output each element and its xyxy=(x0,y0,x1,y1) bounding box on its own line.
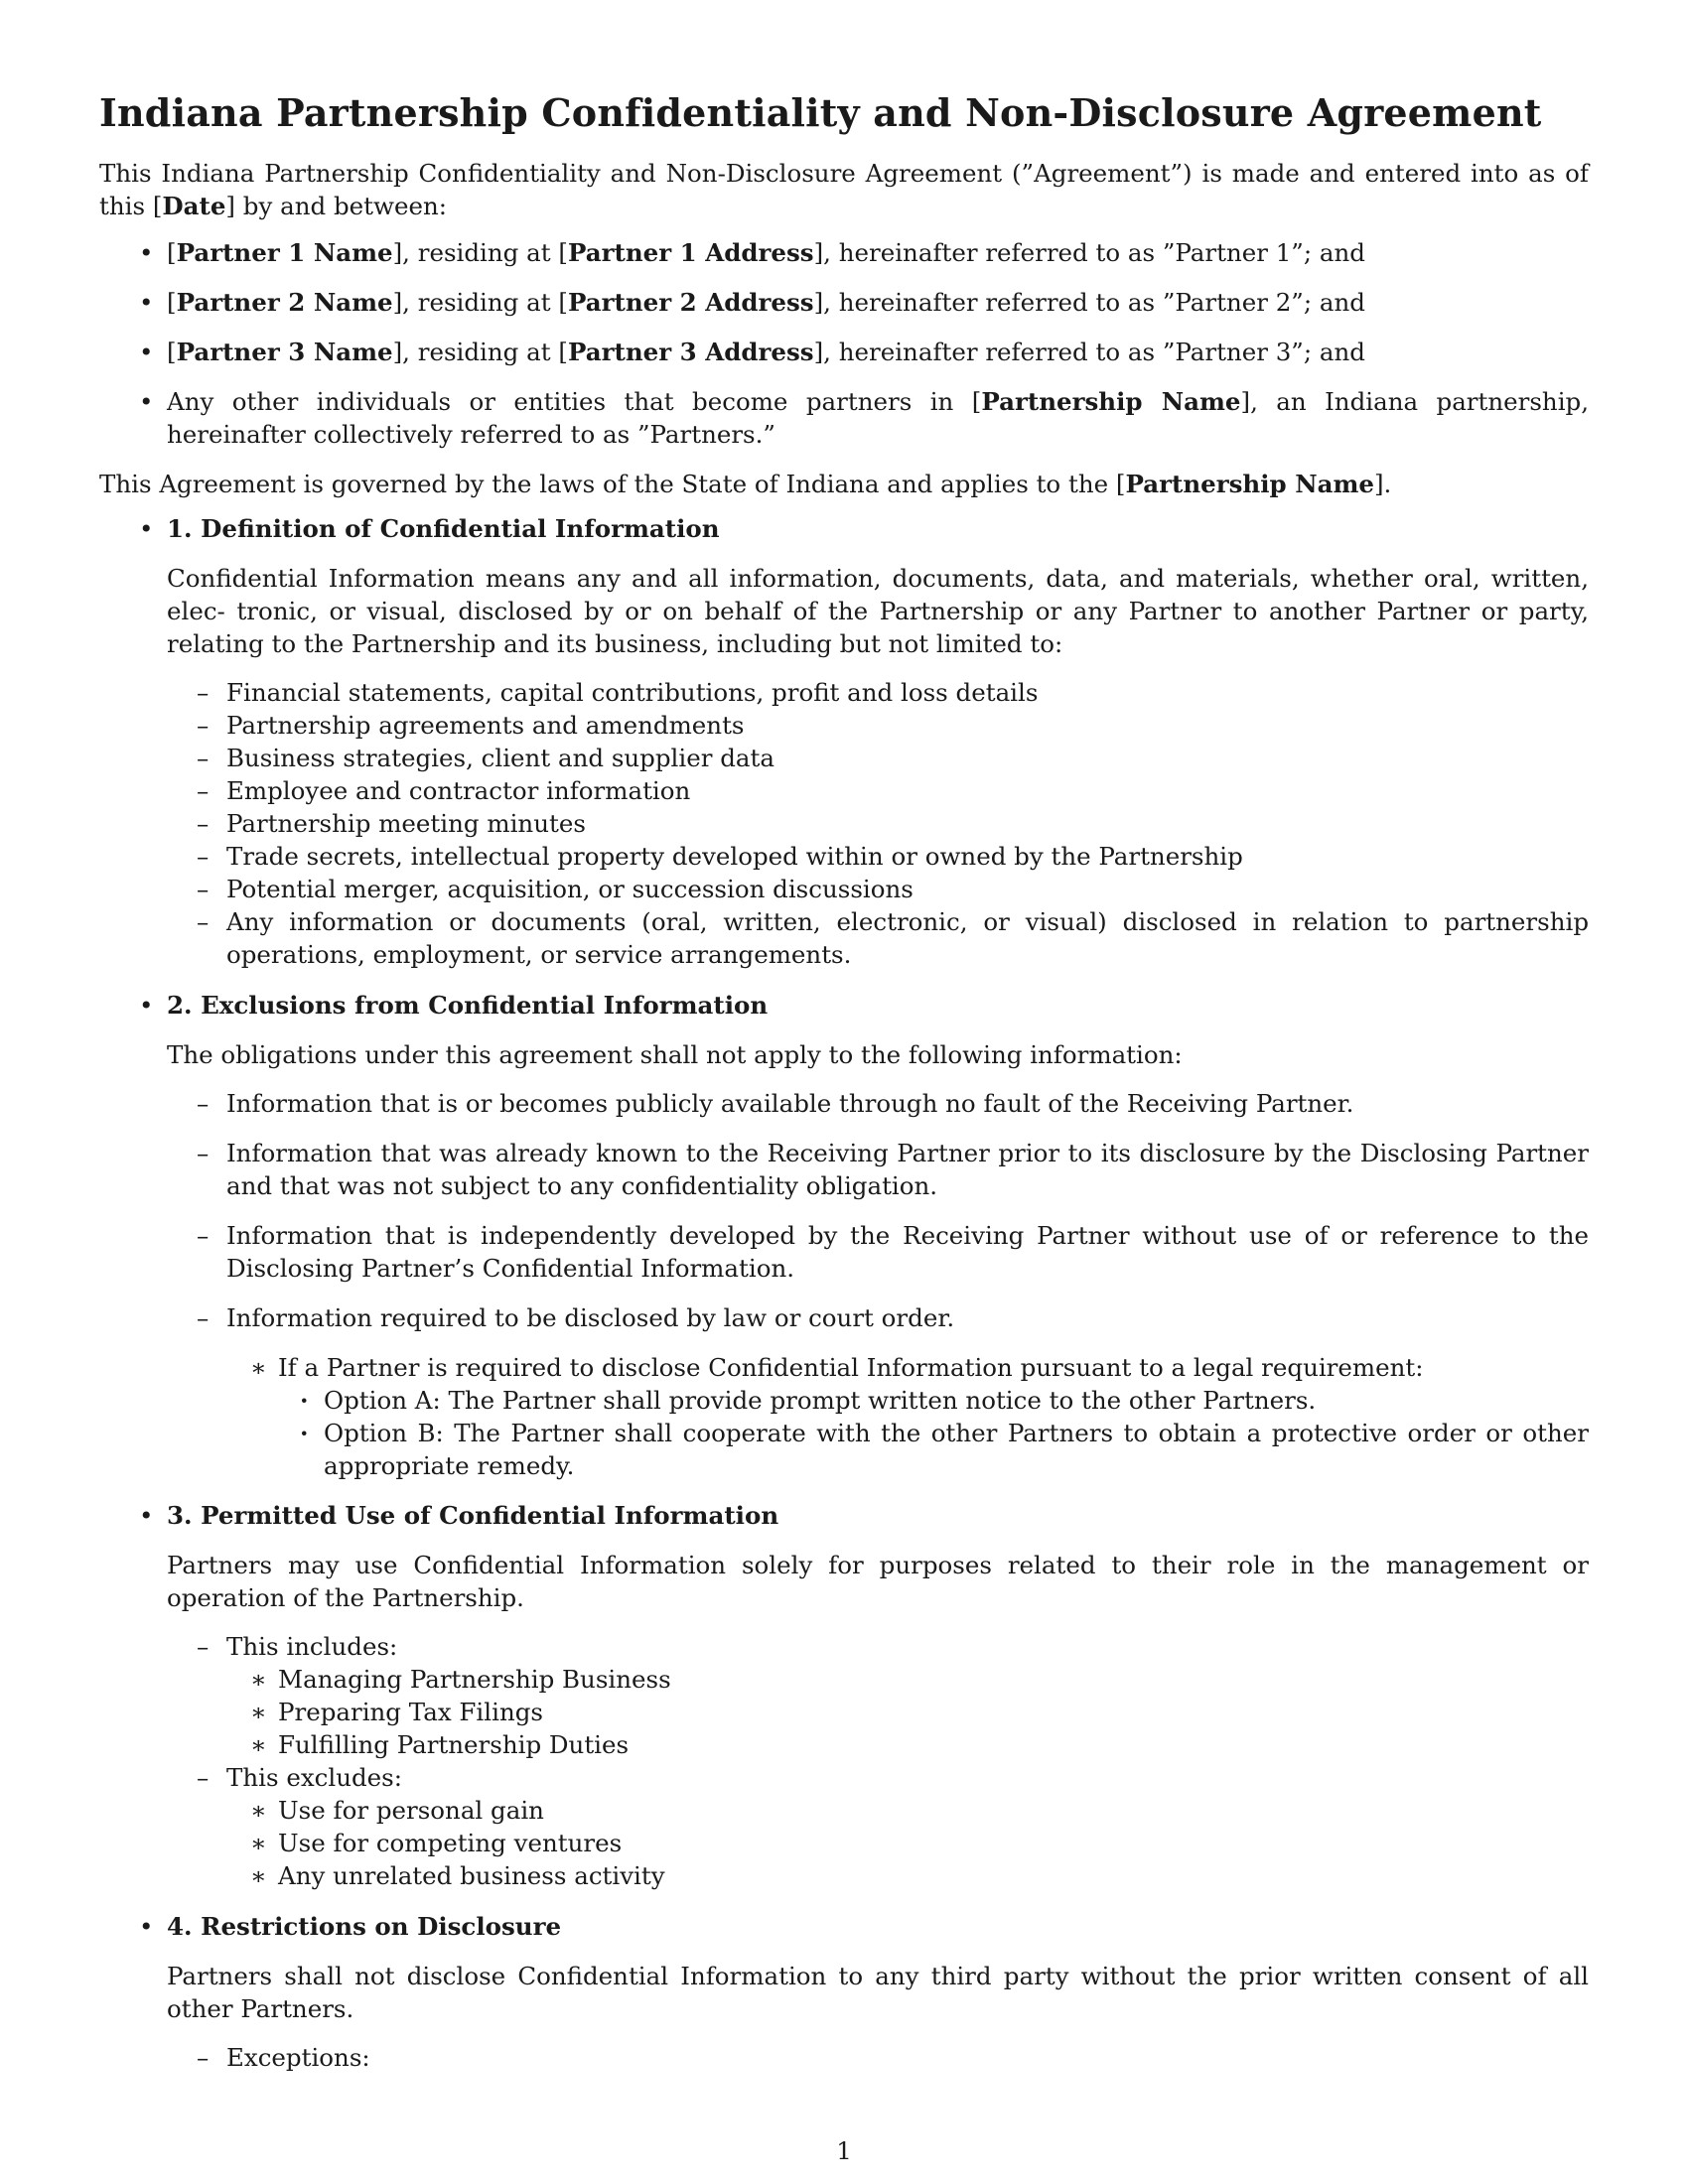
list-item: – Information that is independently developed by the Receiving Partner without use of or reference to the Disclosing Partner’s Confidential Information. xyxy=(167,1219,1589,1285)
partner-address: Partner 1 Address xyxy=(567,238,814,267)
party-connector: ], residing at [ xyxy=(392,288,568,317)
partnership-name-placeholder: Partnership Name xyxy=(981,387,1241,416)
document-title: Indiana Partnership Confidentiality and Non-Disclosure Agreement xyxy=(99,90,1542,135)
list-item: ∗ Managing Partnership Business xyxy=(226,1663,1589,1696)
permitted-use-list xyxy=(167,1630,1589,1892)
list-item xyxy=(167,1630,1589,1761)
list-item: – Partnership meeting minutes xyxy=(167,807,1589,840)
options-list xyxy=(278,1384,1589,1482)
section-title: • 1. Definition of Confidential Information xyxy=(167,514,720,543)
exclusions-list xyxy=(167,1087,1589,1482)
section-title: • 3. Permitted Use of Confidential Information xyxy=(167,1501,779,1530)
party-connector: ], residing at [ xyxy=(392,338,568,366)
section-body: Partners shall not disclose Confidential Information to any third party without the prior written consent of all other Partners. xyxy=(167,1962,1589,2023)
party-connector: ], residing at [ xyxy=(392,238,568,267)
party-item: • [Partner 3 Name], residing at [Partner 3 Address], hereinafter referred to as ”Partner 3”; and xyxy=(99,336,1589,368)
list-item: – Exceptions: xyxy=(167,2041,1589,2074)
section-body: Partners may use Confidential Information solely for purposes related to their role in the management or operation of the Partnership. xyxy=(167,1551,1589,1612)
list-item: – Trade secrets, intellectual property developed within or owned by the Partnership xyxy=(167,840,1589,873)
governed-text-end: ]. xyxy=(1373,470,1392,498)
list-item: – Potential merger, acquisition, or succession discussions xyxy=(167,873,1589,905)
list-item: ∗ Use for competing ventures xyxy=(226,1827,1589,1859)
list-item: – Partnership agreements and amendments xyxy=(167,709,1589,742)
list-item: ∗ Fulfilling Partnership Duties xyxy=(226,1728,1589,1761)
partner-name: Partner 2 Name xyxy=(176,288,393,317)
list-item-text: Information required to be disclosed by law or court order. xyxy=(226,1303,955,1332)
party-tail: ], hereinafter referred to as ”Partner 2”; and xyxy=(813,288,1365,317)
section-3 xyxy=(99,1499,1589,1892)
party-tail: ], hereinafter referred to as ”Partner 3”; and xyxy=(813,338,1365,366)
list-item xyxy=(167,1301,1589,1482)
party-tail: ], hereinafter referred to as ”Partner 1”; and xyxy=(813,238,1365,267)
section-body: The obligations under this agreement shall not apply to the following information: xyxy=(167,1040,1183,1069)
document-page xyxy=(99,87,1589,2092)
intro-text: This Indiana Partnership Confidentiality and Non-Disclosure Agreement (”Agreement”) is made and entered into as of this xyxy=(99,159,1589,220)
party-item: • [Partner 2 Name], residing at [Partner 2 Address], hereinafter referred to as ”Partner 2”; and xyxy=(99,286,1589,319)
section-2 xyxy=(99,989,1589,1482)
governed-text: This Agreement is governed by the laws of the State of Indiana and applies to the [ xyxy=(99,470,1126,498)
list-item: ∗ Use for personal gain xyxy=(226,1794,1589,1827)
parties-list xyxy=(99,236,1589,451)
section-title: • 4. Restrictions on Disclosure xyxy=(167,1912,562,1941)
other-party-text: Any other individuals or entities that become partners in [ xyxy=(167,387,982,416)
list-item: – Information that was already known to the Receiving Partner prior to its disclosure by the Disclosing Partner and that was not subject to any confidentiality obligation. xyxy=(167,1137,1589,1202)
page-number: 1 xyxy=(836,2136,852,2165)
partner-address: Partner 3 Address xyxy=(567,338,814,366)
partner-name: Partner 3 Name xyxy=(176,338,393,366)
section-1 xyxy=(99,512,1589,971)
option-item: · Option B: The Partner shall cooperate with the other Partners to obtain a protective order or other appropriate remedy. xyxy=(278,1417,1589,1482)
list-item: ∗ Preparing Tax Filings xyxy=(226,1696,1589,1728)
list-item: – Any information or documents (oral, written, electronic, or visual) disclosed in relation to partnership operations, employment, or service arrangements. xyxy=(167,905,1589,971)
list-item xyxy=(167,1761,1589,1892)
excludes-list xyxy=(226,1794,1589,1892)
list-item-text: This excludes: xyxy=(226,1763,402,1792)
list-item-text: This includes: xyxy=(226,1632,398,1661)
legal-requirement-list xyxy=(226,1351,1589,1482)
intro-text-end: by and between: xyxy=(234,192,447,220)
list-item: – Financial statements, capital contributions, profit and loss details xyxy=(167,676,1589,709)
partner-name: Partner 1 Name xyxy=(176,238,393,267)
partnership-name-placeholder: Partnership Name xyxy=(1125,470,1374,498)
intro-paragraph: This Indiana Partnership Confidentiality and Non-Disclosure Agreement (”Agreement”) is made and entered into as of this [Date] by and between: xyxy=(99,159,1589,220)
option-item: · Option A: The Partner shall provide prompt written notice to the other Partners. xyxy=(278,1384,1589,1417)
includes-list xyxy=(226,1663,1589,1761)
date-placeholder: Date xyxy=(162,192,226,220)
list-item: – Employee and contractor information xyxy=(167,774,1589,807)
restrictions-list xyxy=(167,2041,1589,2074)
list-item-text: If a Partner is required to disclose Confidential Information pursuant to a legal requirement: xyxy=(278,1353,1424,1382)
list-item: – Information that is or becomes publicly available through no fault of the Receiving Partner. xyxy=(167,1087,1589,1120)
section-body: Confidential Information means any and all information, documents, data, and materials, whether oral, written, elec- tronic, or visual, disclosed by or on behalf of the Partnership or any Partner to another Partner or party, relating to the Partnership and its business, including but not limited to: xyxy=(167,564,1589,658)
list-item xyxy=(226,1351,1589,1482)
definition-list xyxy=(167,676,1589,971)
other-party-text-end: ], an Indiana partnership, hereinafter collectively referred to as ”Partners.” xyxy=(167,387,1590,449)
partner-address: Partner 2 Address xyxy=(567,288,814,317)
section-4 xyxy=(99,1910,1589,2074)
party-item-other xyxy=(99,385,1589,451)
list-item: ∗ Any unrelated business activity xyxy=(226,1859,1589,1892)
list-item: – Business strategies, client and supplier data xyxy=(167,742,1589,774)
governing-law-paragraph xyxy=(99,468,1589,500)
party-item: • [Partner 1 Name], residing at [Partner 1 Address], hereinafter referred to as ”Partner 1”; and xyxy=(99,236,1589,269)
section-title: • 2. Exclusions from Confidential Information xyxy=(167,991,769,1020)
